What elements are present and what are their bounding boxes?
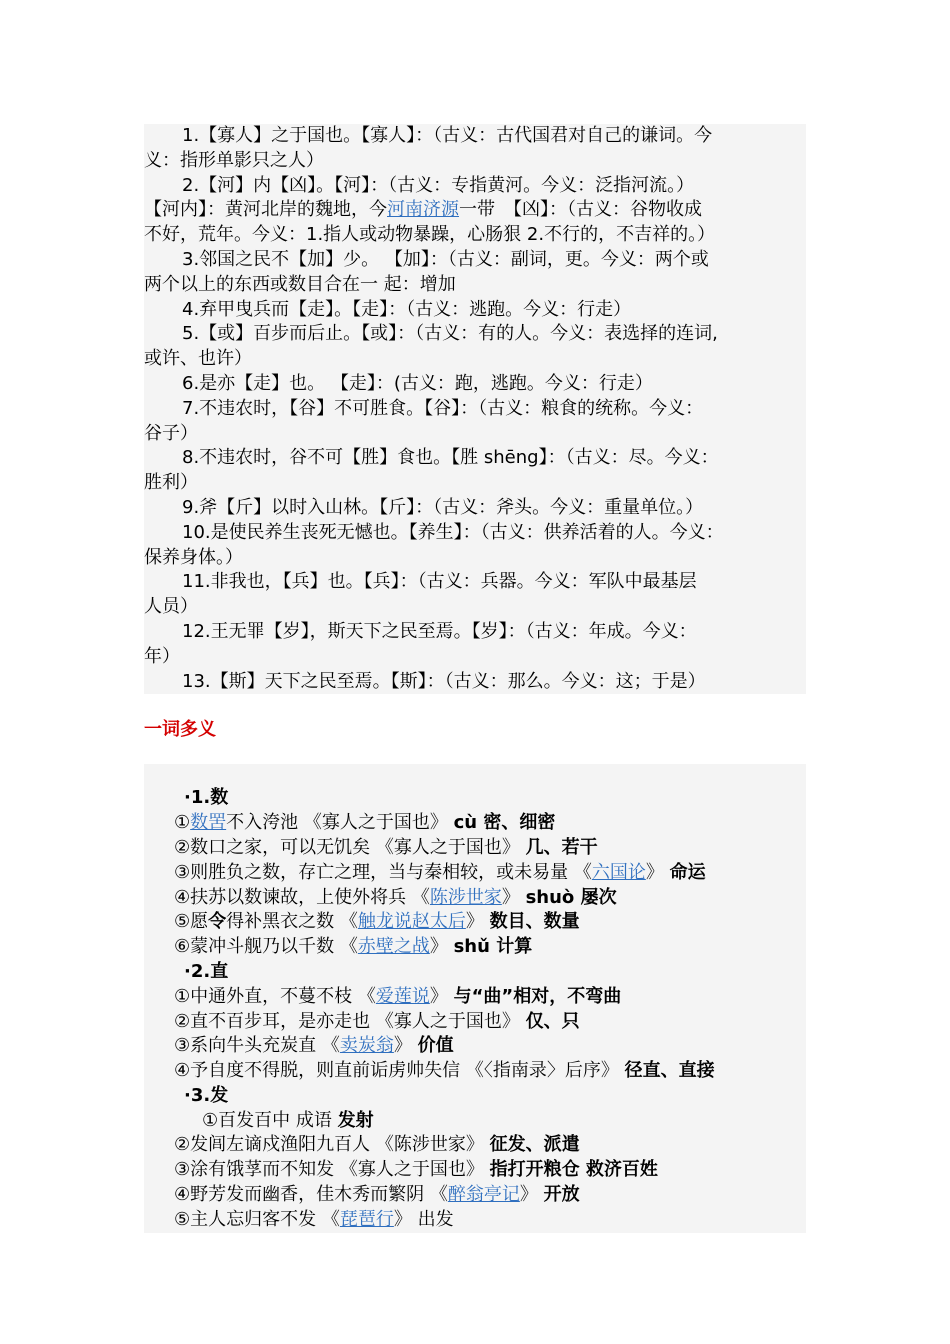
text-segment: 》 出发 [393,1208,454,1230]
text-segment: 4.弃甲曳兵而【走】。【走】：（古义：逃跑。今义：行走） [182,298,632,320]
polysemy-entry [144,985,806,1010]
text-segment: ①中通外直，不蔓不枝 《 [174,985,376,1007]
text-line [144,174,806,199]
text-segment: 义：指形单影只之人） [144,149,324,171]
gujin-item [144,372,806,397]
polysemy-entry [144,1010,806,1035]
text-segment: ④扶苏以数谏故，上使外将兵 《 [174,886,430,908]
text-line [144,273,806,298]
text-segment: 胜利） [144,472,198,494]
reference-link[interactable]: 河南济源 [387,199,459,221]
text-segment: 两个以上的东西或数目合在一 起：增加 [144,273,456,295]
gujin-item [144,670,806,695]
polysemy-entry [144,861,806,886]
polysemy-entry [144,1034,806,1059]
text-segment: 得补黑衣之数 《 [226,911,358,933]
text-segment: ②数口之家，可以无饥矣 《寡人之于国也》 [174,836,526,858]
text-segment: 人员） [144,596,198,618]
meaning-text: 几、若干 [525,836,598,858]
text-segment: 10.是使民养生丧死无憾也。【养生】：（古义：供养活着的人。今义： [182,521,724,543]
section-heading-polysemy: 一词多义 [144,719,216,741]
reference-link[interactable]: 卖炭翁 [339,1035,394,1057]
text-line [144,198,806,223]
meaning-text: cù 密、细密 [453,812,556,834]
text-line [144,223,806,248]
reference-link[interactable]: 陈涉世家 [429,886,502,908]
text-line [144,322,806,347]
text-segment: 》 [429,936,454,958]
meaning-text: 数目、数量 [489,911,580,933]
polysemy-entry [144,1133,806,1158]
polysemy-entry [144,836,806,861]
text-segment: 8.不违农时，谷不可【胜】食也。【胜 shēng】：（古义：尽。今义： [182,447,719,469]
text-segment: 不入洿池 《寡人之于国也》 [226,812,454,834]
text-segment: 3.邻国之民不【加】少。 【加】：（古义：副词，更。今义：两个或 [182,248,709,270]
text-segment: 年） [144,645,180,667]
polysemy-word-title: ·2.直 [184,960,229,982]
polysemy-entry [144,811,806,836]
polysemy-entry [144,935,806,960]
meaning-text: 开放 [543,1184,580,1206]
text-segment: ④予自度不得脱，则直前诟虏帅失信 《〈指南录〉后序》 [174,1060,625,1082]
meaning-text: 征发、派遣 [489,1134,580,1156]
text-line [144,422,806,447]
reference-link[interactable]: 醉翁亭记 [447,1184,520,1206]
meaning-text: 价值 [417,1035,454,1057]
text-segment: ① [174,812,191,834]
text-line [144,645,806,670]
text-line [144,248,806,273]
text-segment: ③则胜负之数，存亡之理，当与秦相较，或未易量 《 [174,861,592,883]
text-line [144,521,806,546]
reference-link[interactable]: 数罟 [190,812,227,834]
reference-link[interactable]: 赤壁之战 [357,936,430,958]
text-segment: 1.【寡人】之于国也。【寡人】：（古义：古代国君对自己的谦词。今 [182,125,713,146]
meaning-text: 径直、直接 [624,1060,715,1082]
text-segment: ③涂有饿莩而不知发 《寡人之于国也》 [174,1159,490,1181]
text-segment: 》 [645,861,670,883]
meaning-text: 命运 [669,861,706,883]
text-segment: ③系向牛头充炭直 《 [174,1035,340,1057]
gujin-item [144,174,806,248]
polysemy-entry [144,886,806,911]
polysemy-word-title: ·1.数 [184,787,229,809]
gujin-item [144,322,806,372]
text-segment: 》 [393,1035,418,1057]
gujin-item [144,397,806,447]
text-segment: 》 [519,1184,544,1206]
text-line [144,372,806,397]
text-segment: ②直不百步耳，是亦走也 《寡人之于国也》 [174,1010,526,1032]
gujin-item [144,298,806,323]
polysemy-entry [144,1183,806,1208]
text-segment: 5.【或】百步而后止。【或】：（古义：有的人。今义：表选择的连词, [182,323,718,345]
text-segment: ⑤主人忘归客不发 《 [174,1208,340,1230]
gujin-item [144,446,806,496]
reference-link[interactable]: 琵琶行 [339,1208,394,1230]
meaning-text: 发射 [337,1109,374,1131]
text-segment: 保养身体。） [144,546,243,568]
polysemy-word-title: ·3.发 [184,1084,229,1106]
text-segment: 11.非我也，【兵】也。【兵】：（古义：兵器。今义：军队中最基层 [182,571,697,593]
text-line [144,397,806,422]
text-segment: 7.不违农时，【谷】不可胜食。【谷】：（古义：粮食的统称。今义： [182,397,704,419]
polysemy-entry [144,1109,806,1134]
text-line [144,446,806,471]
text-line [144,496,806,521]
text-segment: 》 [501,886,526,908]
text-segment: 2.【河】内【凶】。【河】：（古义：专指黄河。今义：泛指河流。） [182,174,695,196]
gujin-item [144,124,806,174]
polysemy-entry [144,1158,806,1183]
text-segment: 6.是亦【走】也。 【走】：(古义：跑，逃跑。今义：行走） [182,372,653,394]
text-segment: 13.【斯】天下之民至焉。【斯】：（古义：那么。今义：这；于是） [182,670,706,692]
reference-link[interactable]: 爱莲说 [375,985,430,1007]
text-line [144,298,806,323]
text-segment: 【河内】：黄河北岸的魏地，今 [144,199,387,221]
meaning-text: 指打开粮仓 救济百姓 [489,1159,658,1181]
text-segment: 》 [465,911,490,933]
text-line [144,124,806,149]
text-segment: 9.斧【斤】以时入山林。【斤】：（古义：斧头。今义：重量单位。） [182,496,704,518]
meaning-text: shuò 屡次 [525,886,617,908]
text-segment: 12.王无罪【岁】，斯天下之民至焉。【岁】：（古义：年成。今义： [182,620,697,642]
gujin-item [144,496,806,521]
reference-link[interactable]: 六国论 [591,861,646,883]
text-segment: ①百发百中 成语 [202,1109,338,1131]
gujin-item [144,620,806,670]
meaning-text: 令 [208,911,227,933]
text-segment: ⑥蒙冲斗舰乃以千数 《 [174,936,358,958]
document-page [144,124,806,1233]
polysemy-section [144,764,806,1232]
text-line [144,595,806,620]
meaning-text: 与“曲”相对，不弯曲 [453,985,622,1007]
text-line [144,620,806,645]
text-line [144,570,806,595]
text-line [144,670,806,695]
gujin-item [144,248,806,298]
text-line [144,546,806,571]
meaning-text: shǔ 计算 [453,936,533,958]
gujin-item [144,570,806,620]
text-segment: 一带 【凶】：（古义：谷物收成 [459,199,702,221]
reference-link[interactable]: 触龙说赵太后 [357,911,466,933]
meaning-text: 仅、只 [525,1010,580,1032]
text-segment: ⑤愿 [174,911,209,933]
text-segment: ②发闾左谪戍渔阳九百人 《陈涉世家》 [174,1134,490,1156]
polysemy-entry [144,1208,806,1233]
text-segment: ④野芳发而幽香，佳木秀而繁阴 《 [174,1184,448,1206]
ancient-modern-meaning-section [144,124,806,694]
text-line [144,471,806,496]
polysemy-entry [144,910,806,935]
text-line [144,149,806,174]
text-segment: 不好，荒年。今义：1.指人或动物暴躁，心肠狠 2.不行的，不吉祥的。） [144,224,716,246]
polysemy-entry [144,1059,806,1084]
gujin-item [144,521,806,571]
text-segment: 或许、也许） [144,348,252,370]
text-segment: 谷子） [144,422,198,444]
text-segment: 》 [429,985,454,1007]
text-line [144,347,806,372]
